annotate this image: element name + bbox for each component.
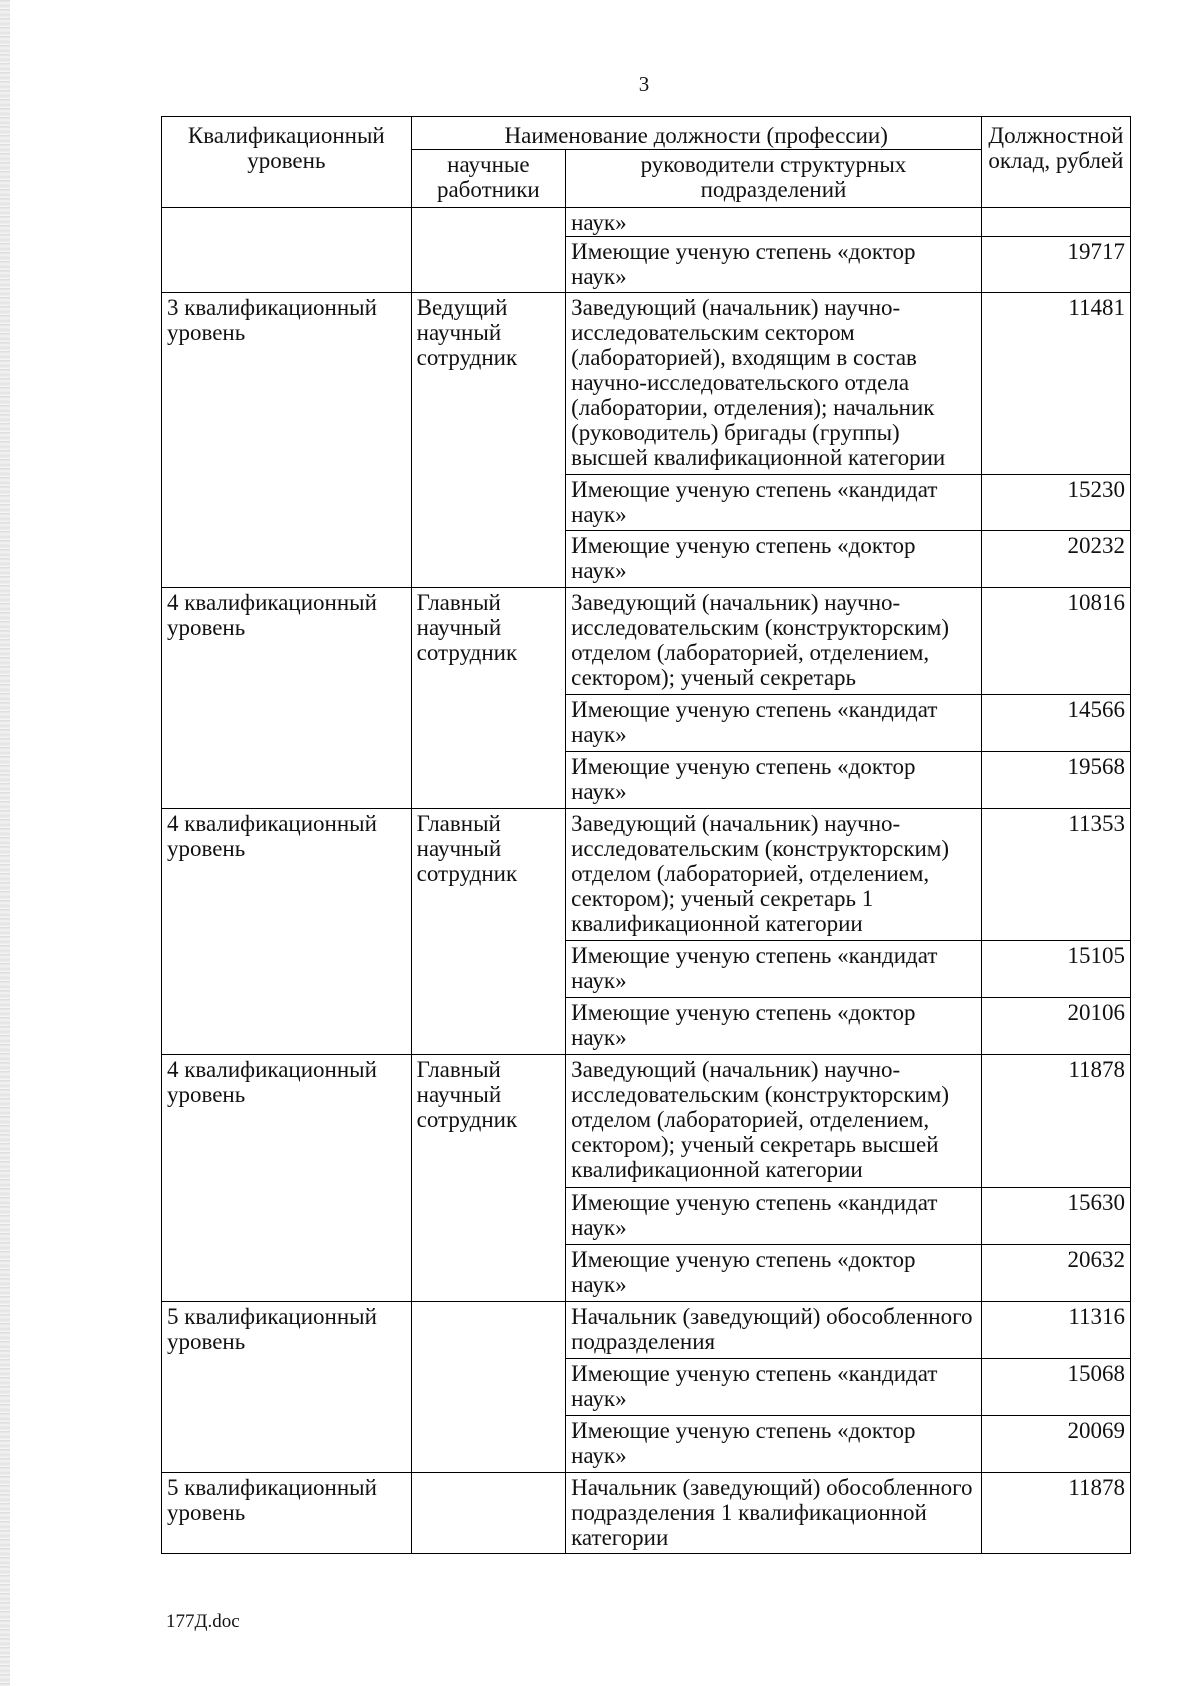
heads-cell: Заведующий (начальник) научно-исследовательским сектором (лабораторией), входящим в состав научно-исследовательского отдела (лаборатории, отделения); начальник (руководитель) бригады (группы) высшей квалификационной категории xyxy=(566,293,982,475)
level-cell: 5 квалификационный уровень xyxy=(162,1302,412,1473)
heads-cell: Имеющие ученую степень «доктор наук» xyxy=(566,237,982,293)
salary-cell: 20632 xyxy=(981,1245,1130,1302)
table-row xyxy=(162,1055,1131,1188)
table-row xyxy=(162,1473,1131,1554)
salary-cell: 14566 xyxy=(981,695,1130,752)
heads-cell: Имеющие ученую степень «доктор наук» xyxy=(566,752,982,809)
heads-cell: Имеющие ученую степень «доктор наук» xyxy=(566,1416,982,1473)
heads-cell: Заведующий (начальник) научно-исследовательским (конструкторским) отделом (лабораторией, отделением, сектором); ученый секретарь 1 квалификационной категории xyxy=(566,809,982,941)
heads-cell: Имеющие ученую степень «кандидат наук» xyxy=(566,475,982,531)
page-number: 3 xyxy=(638,72,650,96)
heads-cell: Начальник (заведующий) обособленного подразделения 1 квалификационной категории xyxy=(566,1473,982,1554)
header-salary: Должностной оклад, рублей xyxy=(981,117,1130,208)
level-cell: 4 квалификационный уровень xyxy=(162,588,412,809)
scientist-cell: Главный научный сотрудник xyxy=(411,1055,565,1302)
salary-cell: 11878 xyxy=(981,1473,1130,1554)
salary-cell: 15230 xyxy=(981,475,1130,531)
salary-cell: 11353 xyxy=(981,809,1130,941)
scientist-cell xyxy=(411,1473,565,1554)
heads-cell: Заведующий (начальник) научно-исследовательским (конструкторским) отделом (лабораторией, отделением, сектором); ученый секретарь высшей квалификационной категории xyxy=(566,1055,982,1188)
salary-cell: 19717 xyxy=(981,237,1130,293)
scan-edge xyxy=(0,0,10,1686)
level-cell: 5 квалификационный уровень xyxy=(162,1473,412,1554)
heads-cell: Имеющие ученую степень «кандидат наук» xyxy=(566,1188,982,1245)
header-heads: руководители структурных подразделений xyxy=(566,150,982,208)
header-position-group: Наименование должности (профессии) xyxy=(411,117,981,150)
heads-cell: Заведующий (начальник) научно-исследовательским (конструкторским) отделом (лабораторией, отделением, сектором); ученый секретарь xyxy=(566,588,982,695)
table-row xyxy=(162,1302,1131,1359)
salary-cell: 20069 xyxy=(981,1416,1130,1473)
header-level: Квалификационный уровень xyxy=(162,117,412,208)
scientist-cell xyxy=(411,1302,565,1473)
heads-cell: наук» xyxy=(566,208,982,237)
scientist-cell: Главный научный сотрудник xyxy=(411,809,565,1055)
header-row-1 xyxy=(162,117,1131,150)
salary-cell: 15068 xyxy=(981,1359,1130,1416)
salary-table xyxy=(161,116,1131,1554)
header-scientists: научные работники xyxy=(411,150,565,208)
salary-cell xyxy=(981,208,1130,237)
table-row xyxy=(162,588,1131,695)
salary-cell: 10816 xyxy=(981,588,1130,695)
salary-cell: 11481 xyxy=(981,293,1130,475)
salary-cell: 19568 xyxy=(981,752,1130,809)
level-cell: 4 квалификационный уровень xyxy=(162,809,412,1055)
scientist-cell: Ведущий научный сотрудник xyxy=(411,293,565,588)
level-cell: 4 квалификационный уровень xyxy=(162,1055,412,1302)
document-filename: 177Д.doc xyxy=(166,1611,240,1632)
salary-cell: 11316 xyxy=(981,1302,1130,1359)
salary-cell: 11878 xyxy=(981,1055,1130,1188)
salary-cell: 15630 xyxy=(981,1188,1130,1245)
heads-cell: Имеющие ученую степень «кандидат наук» xyxy=(566,941,982,998)
salary-cell: 20106 xyxy=(981,998,1130,1055)
heads-cell: Имеющие ученую степень «кандидат наук» xyxy=(566,695,982,752)
scientist-cell: Главный научный сотрудник xyxy=(411,588,565,809)
heads-cell: Имеющие ученую степень «доктор наук» xyxy=(566,998,982,1055)
heads-cell: Имеющие ученую степень «доктор наук» xyxy=(566,1245,982,1302)
table-row xyxy=(162,208,1131,237)
level-cell: 3 квалификационный уровень xyxy=(162,293,412,588)
salary-cell: 20232 xyxy=(981,531,1130,588)
level-cell xyxy=(162,208,412,293)
heads-cell: Имеющие ученую степень «кандидат наук» xyxy=(566,1359,982,1416)
table-row xyxy=(162,293,1131,475)
scientist-cell xyxy=(411,208,565,293)
salary-cell: 15105 xyxy=(981,941,1130,998)
heads-cell: Имеющие ученую степень «доктор наук» xyxy=(566,531,982,588)
heads-cell: Начальник (заведующий) обособленного подразделения xyxy=(566,1302,982,1359)
table-row xyxy=(162,809,1131,941)
